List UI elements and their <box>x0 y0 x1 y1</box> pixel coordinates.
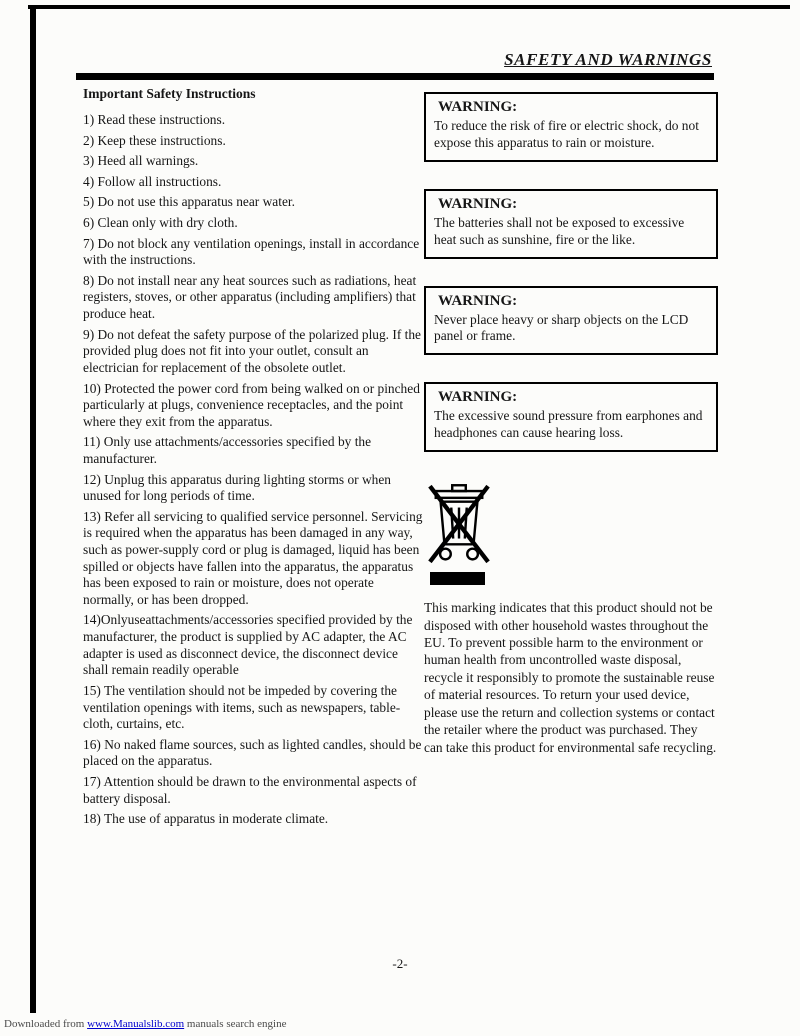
instruction-item: 13) Refer all servicing to qualified service personnel. Servicing is required when the apparatus has been damaged in any way, such as power-supply cord or plug is damaged, liquid has been spilled or objects have fallen into the apparatus, the apparatus has been exposed to rain or moisture, does not operate normally, or has been dropped. <box>83 508 423 607</box>
watermark-suffix: manuals search engine <box>186 1018 287 1030</box>
scan-border-left <box>30 5 36 1013</box>
warning-body: To reduce the risk of fire or electric shock, do not expose this apparatus to rain or moisture. <box>434 118 699 150</box>
warning-title: WARNING: <box>438 195 518 212</box>
warning-box-lcd-panel <box>424 286 718 356</box>
weee-disposal-section <box>424 482 718 756</box>
weee-disposal-text: This marking indicates that this product should not be disposed with other household wastes throughout the EU. To prevent possible harm to the environment or human health from uncontrolled waste disposal, recycle it responsibly to promote the sustainable reuse of material resources. To return your used device, please use the return and collection systems or contact the retailer where the product was purchased. They can take this product for environmental safe recycling. <box>424 600 717 755</box>
page-number: -2- <box>392 956 408 971</box>
instruction-item: 8) Do not install near any heat sources such as radiations, heat registers, stoves, or other apparatus (including amplifiers) that produce heat. <box>83 272 417 322</box>
weee-crossed-bin-icon <box>428 482 490 566</box>
instruction-item: 7) Do not block any ventilation openings, install in accordance with the instructions. <box>83 235 420 268</box>
instruction-item: 17) Attention should be drawn to the environmental aspects of battery disposal. <box>83 773 417 806</box>
page-title: SAFETY AND WARNINGS <box>504 50 712 69</box>
warning-body: The excessive sound pressure from earphones and headphones can cause hearing loss. <box>434 408 703 441</box>
instruction-item: 6) Clean only with dry cloth. <box>83 215 238 231</box>
safety-instructions-column <box>83 86 423 832</box>
download-watermark <box>4 1018 286 1030</box>
instruction-item: 11) Only use attachments/accessories specified by the manufacturer. <box>83 434 372 466</box>
instruction-item: 16) No naked flame sources, such as lighted candles, should be placed on the apparatus. <box>83 736 422 769</box>
scan-border-top <box>28 5 790 9</box>
warning-title: WARNING: <box>438 389 518 406</box>
instruction-item: 5) Do not use this apparatus near water. <box>83 194 295 210</box>
instruction-item: 3) Heed all warnings. <box>83 153 199 169</box>
warnings-column <box>424 92 718 756</box>
warning-box-fire-shock <box>424 92 718 162</box>
instruction-item: 2) Keep these instructions. <box>83 132 226 148</box>
warning-box-batteries <box>424 189 718 259</box>
weee-black-bar <box>430 572 485 585</box>
warning-body: The batteries shall not be exposed to excessive heat such as sunshine, fire or the like. <box>434 214 685 247</box>
instructions-heading: Important Safety Instructions <box>83 86 256 101</box>
warning-body: Never place heavy or sharp objects on the LCD panel or frame. <box>434 311 689 344</box>
instruction-item: 18) The use of apparatus in moderate climate. <box>83 811 329 827</box>
instruction-item: 9) Do not defeat the safety purpose of the polarized plug. If the provided plug does not fit into your outlet, consult an electrician for replacement of the obsolete outlet. <box>83 326 421 375</box>
warning-title: WARNING: <box>438 99 518 115</box>
warning-box-sound-pressure <box>424 382 718 452</box>
header-divider-bar <box>76 73 714 80</box>
instruction-item: 12) Unplug this apparatus during lighting storms or when unused for long periods of time. <box>83 471 391 504</box>
instruction-item: 14)Onlyuseattachments/accessories specified provided by the manufacturer, the product is supplied by AC adapter, the AC adapter is used as disconnect device, the disconnect device shall remain readily operable <box>83 612 413 678</box>
manualslib-link[interactable]: www.Manualslib.com <box>87 1018 185 1030</box>
warning-title: WARNING: <box>438 292 518 309</box>
instruction-item: 4) Follow all instructions. <box>83 173 222 189</box>
instruction-item: 10) Protected the power cord from being walked on or pinched particularly at plugs, convenience receptacles, and the point where they exit from the apparatus. <box>83 380 420 429</box>
watermark-prefix: Downloaded from <box>4 1018 85 1030</box>
instruction-item: 1) Read these instructions. <box>83 112 226 127</box>
instruction-item: 15) The ventilation should not be impeded by covering the ventilation openings with items, such as newspapers, table-cloth, curtains, etc. <box>83 682 401 732</box>
